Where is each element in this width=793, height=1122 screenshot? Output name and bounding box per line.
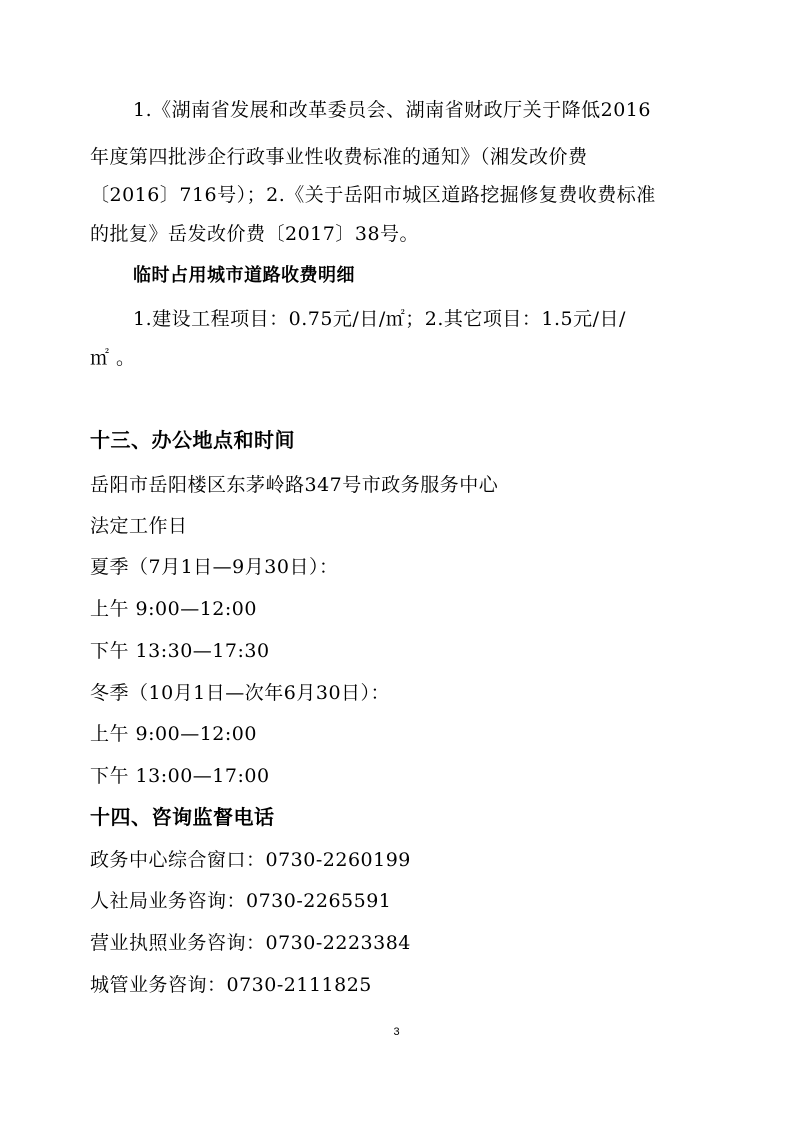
winter-afternoon-hours: 下午 13:00—17:00: [90, 765, 270, 787]
workday-label: 法定工作日: [90, 515, 188, 537]
section-14-heading: 十四、咨询监督电话: [90, 805, 275, 829]
winter-morning-hours: 上午 9:00—12:00: [90, 723, 257, 745]
basis-line-2: 年度第四批涉企行政事业性收费标准的通知》（湘发改价费: [90, 146, 588, 168]
phone-line-2: 人社局业务咨询：0730-2265591: [90, 890, 392, 912]
phone-line-3: 营业执照业务咨询：0730-2223384: [90, 932, 411, 954]
basis-line-3: 〔2016〕716号）；2.《关于岳阳市城区道路挖掘修复费收费标准: [90, 184, 656, 206]
phone-line-4: 城管业务咨询：0730-2111825: [90, 974, 372, 996]
fee-detail-title: 临时占用城市道路收费明细: [133, 265, 355, 286]
page-number: 3: [393, 1026, 400, 1038]
section-13-heading: 十三、办公地点和时间: [90, 428, 295, 452]
office-address: 岳阳市岳阳楼区东茅岭路347号市政务服务中心: [90, 474, 499, 496]
fee-detail-line-1: 1.建设工程项目：0.75元/日/㎡；2.其它项目：1.5元/日/: [133, 308, 626, 330]
summer-morning-hours: 上午 9:00—12:00: [90, 598, 257, 620]
summer-season: 夏季（7月1日—9月30日）：: [90, 556, 339, 578]
winter-season: 冬季（10月1日—次年6月30日）：: [90, 682, 391, 704]
phone-line-1: 政务中心综合窗口：0730-2260199: [90, 849, 411, 871]
fee-detail-line-2: ㎡ 。: [90, 347, 136, 369]
basis-line-1: 1.《湖南省发展和改革委员会、湖南省财政厅关于降低2016: [133, 99, 651, 121]
summer-afternoon-hours: 下午 13:30—17:30: [90, 640, 270, 662]
basis-line-4: 的批复》岳发改价费〔2017〕38号。: [90, 223, 420, 245]
